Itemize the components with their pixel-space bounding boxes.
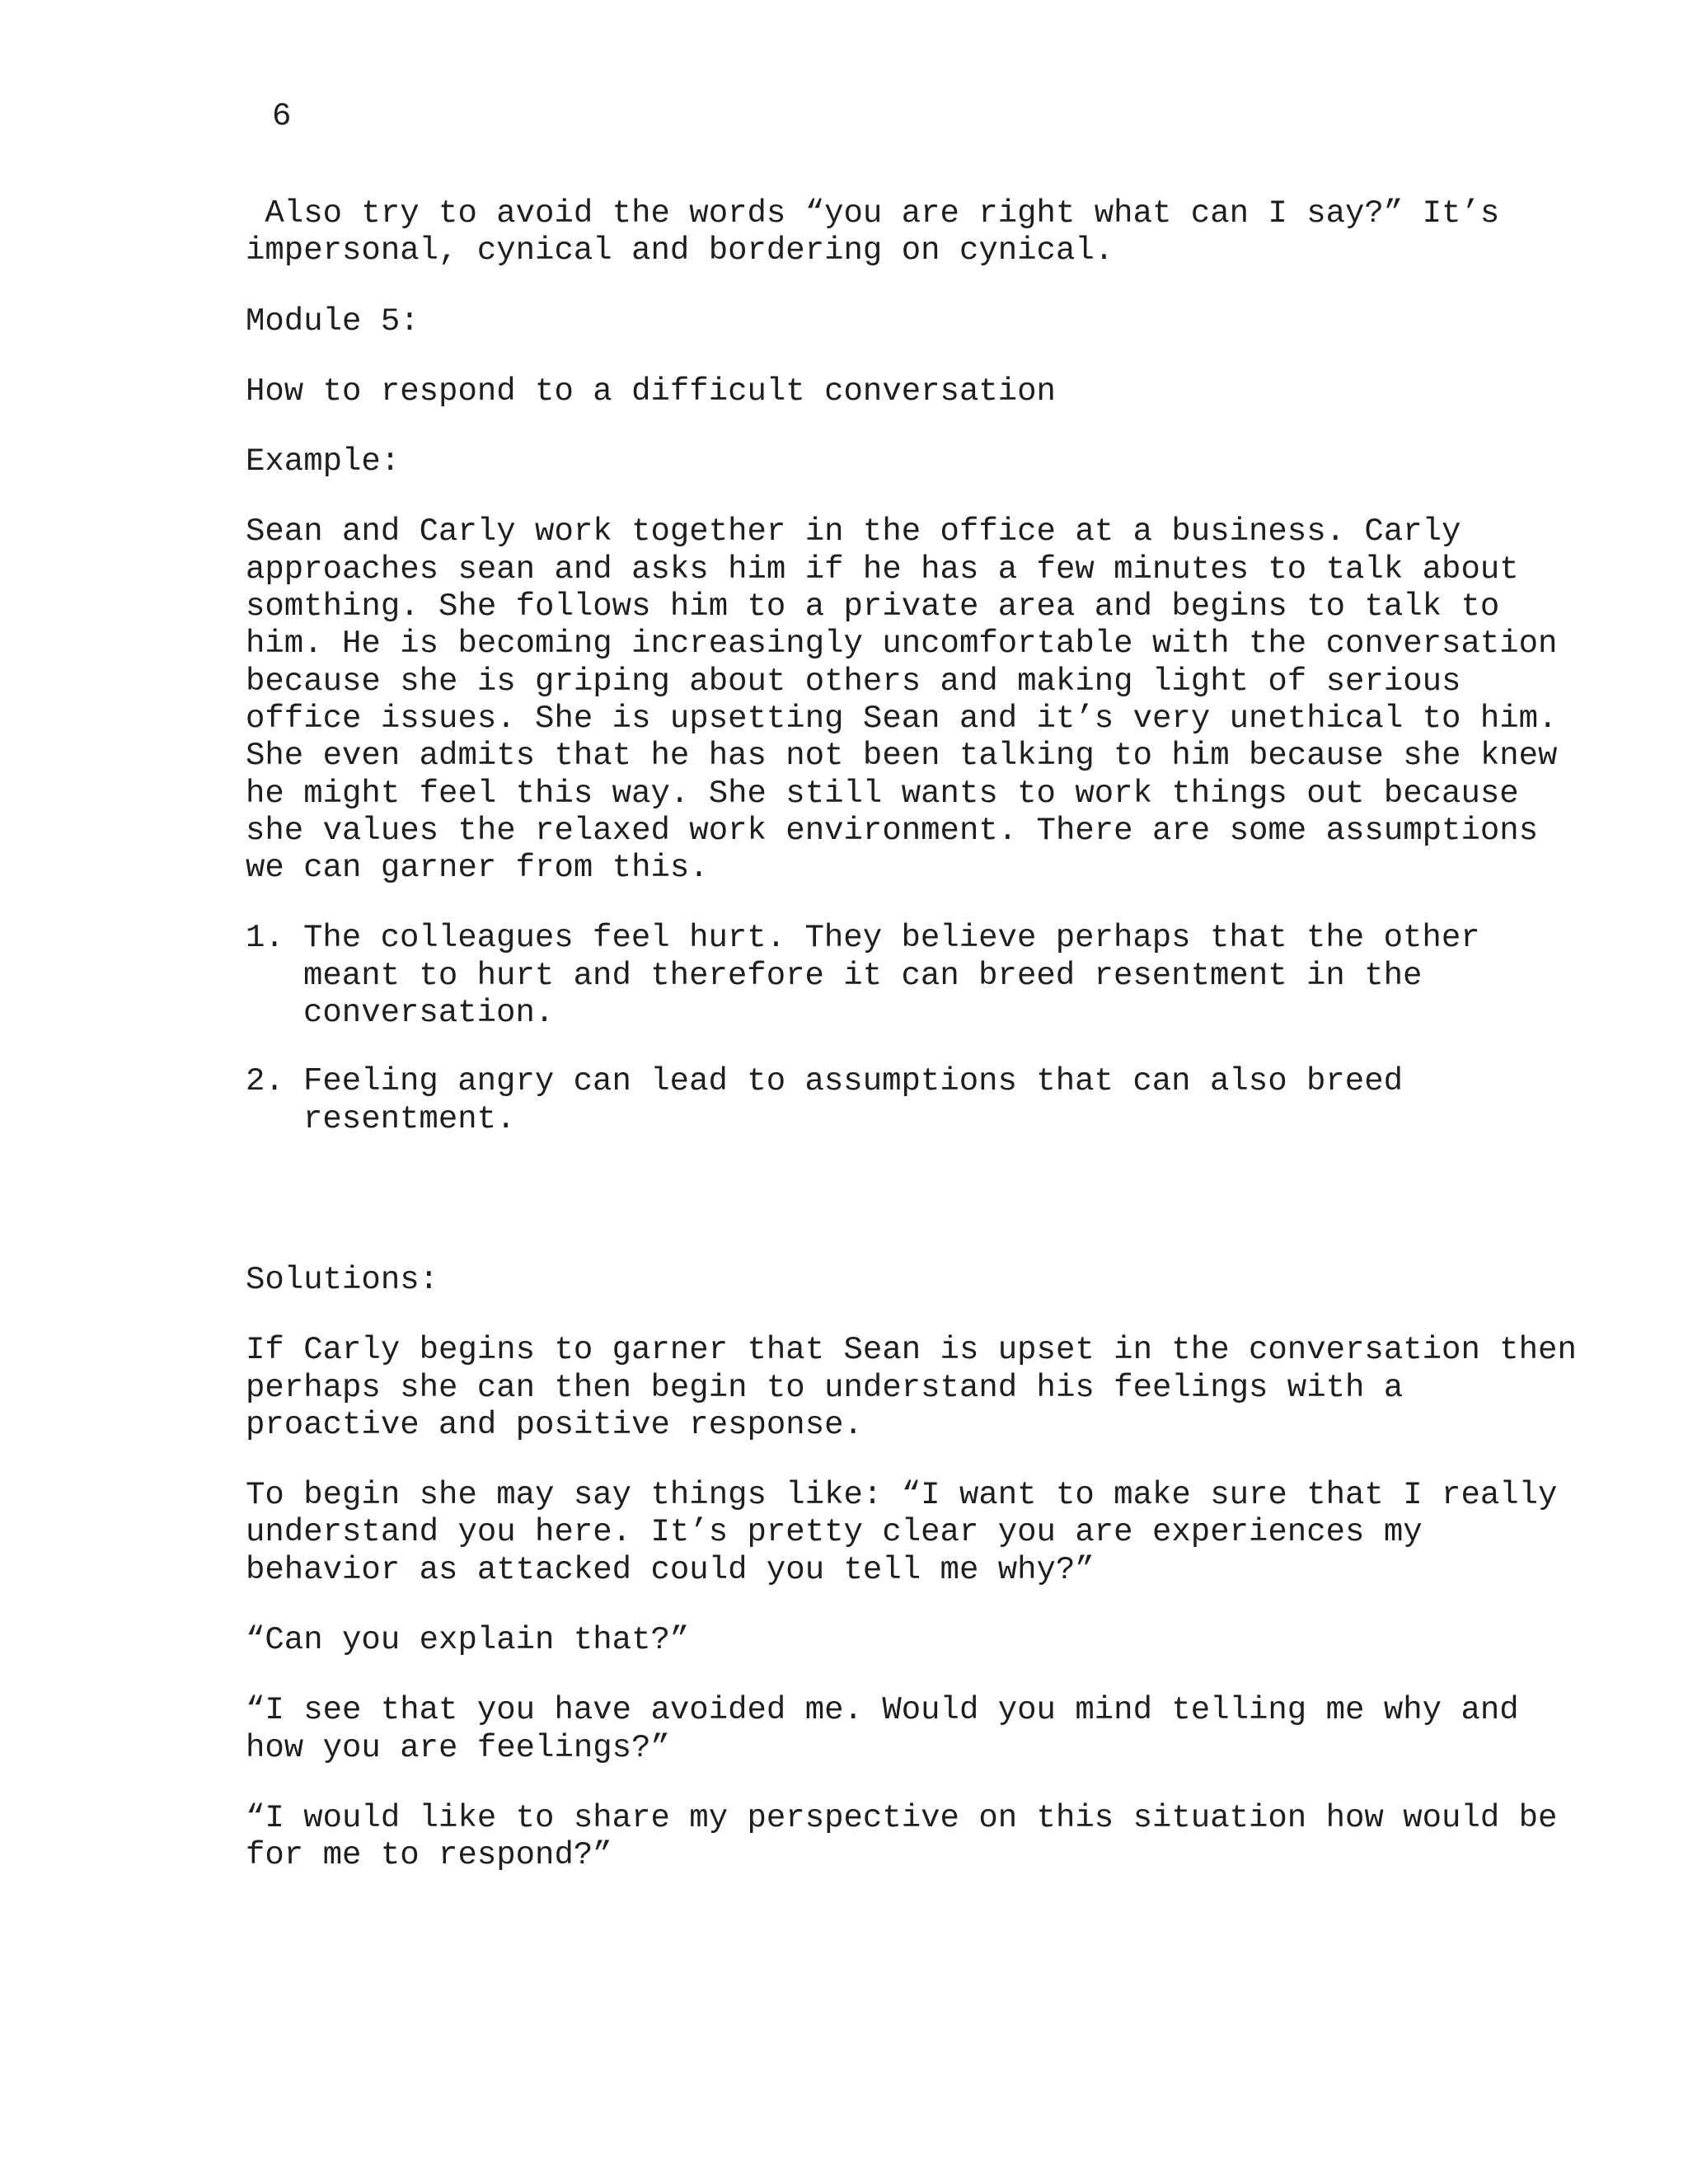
list-item <box>246 1063 1581 1138</box>
example-heading: Example: <box>246 443 401 480</box>
example-quote: “I see that you have avoided me. Would you mind telling me why and how you are feelings?” <box>246 1692 1539 1766</box>
list-item-text: The colleagues feel hurt. They believe perhaps that the other meant to hurt and therefore it can breed resentment in the conversation. <box>303 920 1480 1032</box>
page-number: 6 <box>272 98 292 134</box>
document-body <box>246 195 1597 1908</box>
list-item-text: Feeling angry can lead to assumptions that can also breed resentment. <box>303 1063 1404 1137</box>
example-quote: “I would like to share my perspective on this situation how would be for me to respond?” <box>246 1799 1577 1874</box>
example-paragraph: Sean and Carly work together in the office at a business. Carly approaches sean and asks him if he has a few minutes to talk about somthing. She follows him to a private area and begins to talk to him. He is becoming increasingly uncomfortable with the conversation because she is griping about others and making light of serious office issues. She is upsetting Sean and it’s very unethical to him. She even admits that he has not been talking to him because she knew he might feel this way. She still wants to work things out because she values the relaxed work environment. There are some assumptions we can garner from this. <box>246 513 1577 887</box>
list-item-number: 1. <box>246 920 284 957</box>
assumptions-list <box>246 920 1581 1137</box>
solutions-paragraph: If Carly begins to garner that Sean is upset in the conversation then perhaps she can then begin to understand his feelings with a proactive and positive response. <box>246 1332 1597 1443</box>
example-quote: To begin she may say things like: “I want to make sure that I really understand you here. It’s pretty clear you are experiences my behavior as attacked could you tell me why?” <box>246 1477 1577 1588</box>
example-quote: “Can you explain that?” <box>246 1622 690 1659</box>
module-title: How to respond to a difficult conversation <box>246 373 1056 410</box>
solutions-heading: Solutions: <box>246 1261 439 1298</box>
list-item <box>246 920 1581 1032</box>
module-heading: Module 5: <box>246 302 420 340</box>
list-item-number: 2. <box>246 1063 284 1100</box>
intro-paragraph: Also try to avoid the words “you are right what can I say?” It’s impersonal, cynical and bordering on cynical. <box>246 195 1519 269</box>
